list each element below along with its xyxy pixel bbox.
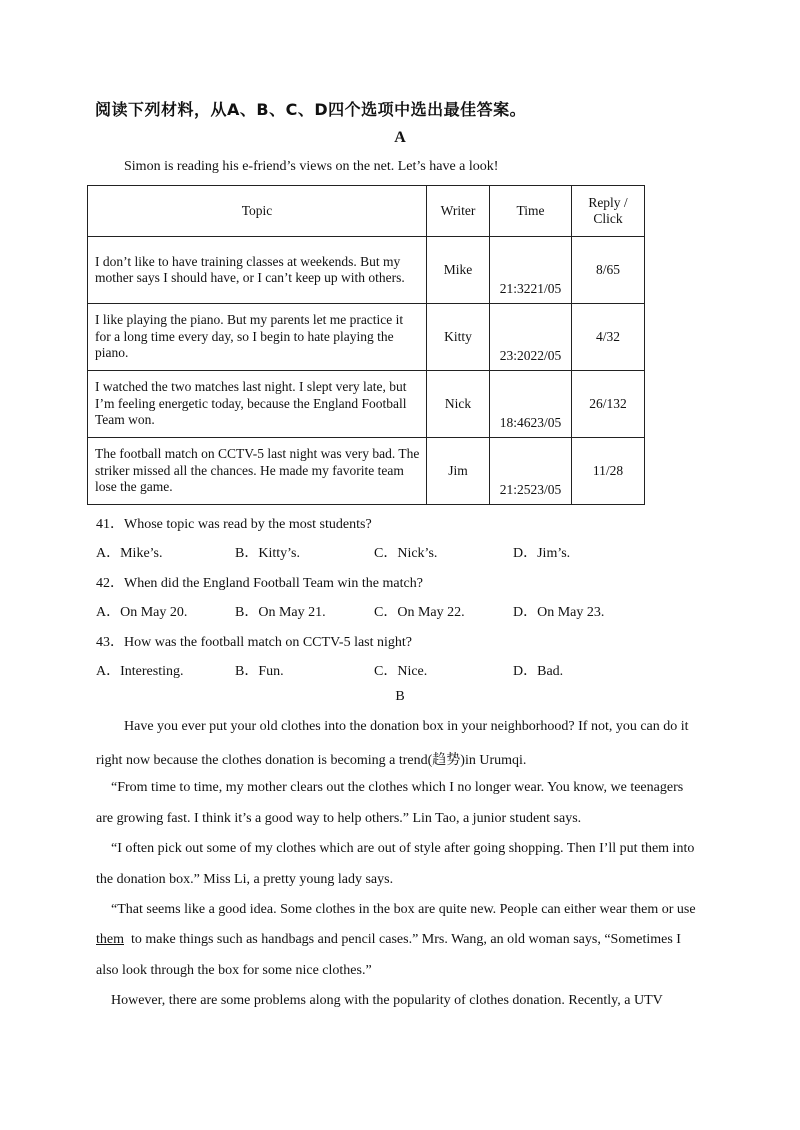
table-row — [88, 438, 645, 505]
passage-line: “From time to time, my mother clears out the clothes which I no longer wear. You know, we teenagers — [111, 780, 684, 795]
row-reply: 26/132 — [572, 371, 645, 438]
instruction: 阅读下列材料，从A、B、C、D四个选项中选出最佳答案。 — [95, 100, 527, 119]
table-row — [88, 371, 645, 438]
header-reply — [572, 186, 645, 237]
option-a: A．On May 20. — [96, 605, 188, 620]
row-time: 21:2523/05 — [490, 438, 572, 505]
option-b: B．Kitty’s. — [235, 546, 300, 561]
header-reply-line1: Reply / — [588, 195, 628, 210]
section-a-label: A — [394, 129, 406, 146]
row-topic: I like playing the piano. But my parents let me practice it for a long time every day, so I begin to hate playing the piano. — [88, 304, 427, 371]
row-reply: 11/28 — [572, 438, 645, 505]
option-b: B．On May 21. — [235, 605, 326, 620]
table-row — [88, 304, 645, 371]
passage-line: also look through the box for some nice clothes.” — [96, 963, 372, 978]
option-c: C．Nick’s. — [374, 546, 438, 561]
table-row — [88, 237, 645, 304]
section-a-intro: Simon is reading his e-friend’s views on the net. Let’s have a look! — [124, 159, 499, 174]
passage-line: “I often pick out some of my clothes which are out of style after going shopping. Then I’ll put them into — [111, 841, 695, 856]
forum-table — [87, 185, 645, 505]
row-writer: Kitty — [427, 304, 490, 371]
passage-line: the donation box.” Miss Li, a pretty young lady says. — [96, 872, 394, 887]
row-topic: I watched the two matches last night. I slept very late, but I’m feeling energetic today, because the England Football Team won. — [88, 371, 427, 438]
row-reply: 4/32 — [572, 304, 645, 371]
row-topic: The football match on CCTV-5 last night was very bad. The striker missed all the chances. He made my favorite team lose the game. — [88, 438, 427, 505]
row-writer: Mike — [427, 237, 490, 304]
question-43-options — [96, 660, 716, 680]
row-reply: 8/65 — [572, 237, 645, 304]
section-b-label: B — [395, 689, 405, 704]
option-d: D．Jim’s. — [513, 546, 571, 561]
header-time: Time — [490, 186, 572, 237]
row-writer: Nick — [427, 371, 490, 438]
option-c: C．Nice. — [374, 664, 428, 679]
header-writer: Writer — [427, 186, 490, 237]
header-reply-line2: Click — [593, 211, 623, 226]
underlined-word: them — [96, 932, 124, 947]
row-writer: Jim — [427, 438, 490, 505]
row-topic: I don’t like to have training classes at weekends. But my mother says I should have, or I can’t keep up with others. — [88, 237, 427, 304]
question-41: 41．Whose topic was read by the most students? — [96, 517, 372, 532]
passage-line: “That seems like a good idea. Some clothes in the box are quite new. People can either wear them or use — [111, 902, 696, 917]
question-43: 43．How was the football match on CCTV-5 last night? — [96, 635, 412, 650]
passage-line: Have you ever put your old clothes into the donation box in your neighborhood? If not, you can do it — [124, 719, 689, 734]
question-41-options — [96, 542, 716, 562]
row-time: 21:3221/05 — [490, 237, 572, 304]
option-d: D．On May 23. — [513, 605, 605, 620]
table-header-row — [88, 186, 645, 237]
option-a: A．Mike’s. — [96, 546, 163, 561]
row-time: 18:4623/05 — [490, 371, 572, 438]
passage-line: are growing fast. I think it’s a good way to help others.” Lin Tao, a junior student says. — [96, 811, 582, 826]
header-topic: Topic — [88, 186, 427, 237]
question-42: 42．When did the England Football Team win the match? — [96, 576, 423, 591]
option-c: C．On May 22. — [374, 605, 465, 620]
option-a: A．Interesting. — [96, 664, 184, 679]
row-time: 23:2022/05 — [490, 304, 572, 371]
option-d: D．Bad. — [513, 664, 564, 679]
question-42-options — [96, 601, 716, 621]
passage-line-text: to make things such as handbags and pencil cases.” Mrs. Wang, an old woman says, “Sometimes I — [131, 932, 681, 947]
passage-line: right now because the clothes donation is becoming a trend(趋势)in Urumqi. — [96, 753, 527, 768]
option-b: B．Fun. — [235, 664, 284, 679]
passage-line — [96, 932, 681, 948]
passage-line: However, there are some problems along with the popularity of clothes donation. Recently, a UTV — [111, 993, 663, 1008]
